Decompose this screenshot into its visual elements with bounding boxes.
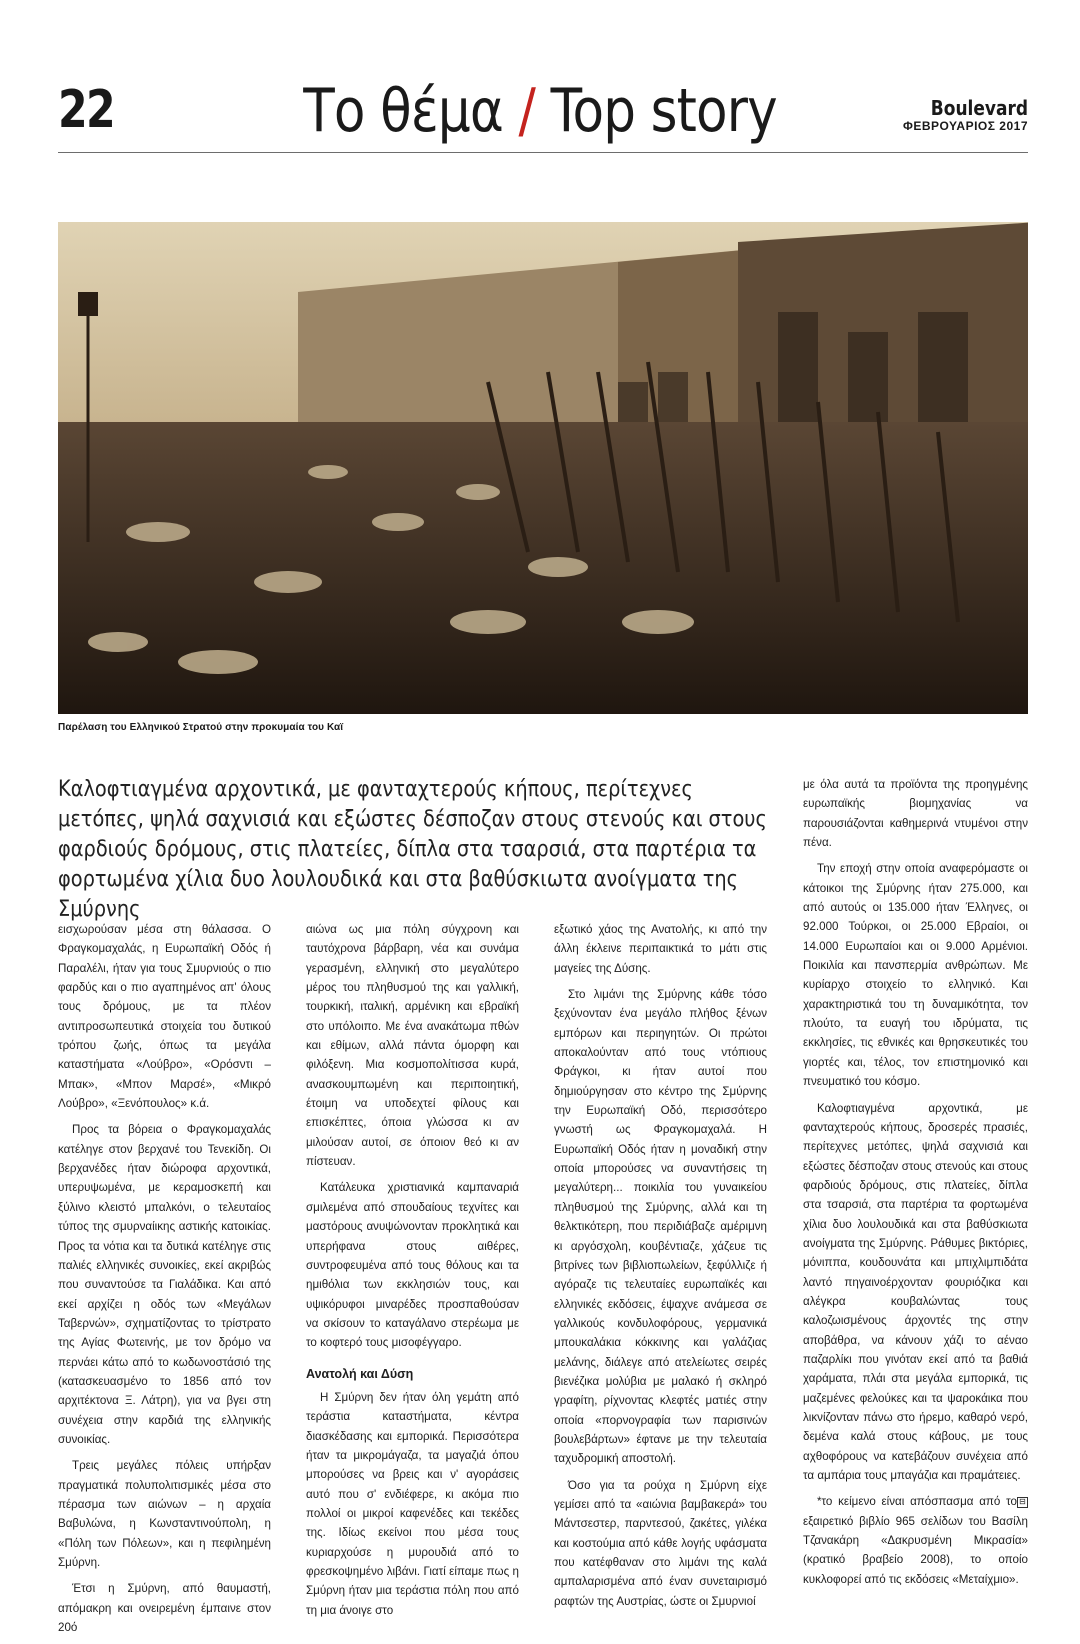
col3-paragraph: εξωτικό χάος της Ανατολής, κι από την άλλη έκλεινε περιπαικτικά το μάτι στις μαγείες της Δύσης. <box>554 923 767 975</box>
article-column-3 <box>554 920 767 1618</box>
section-title-greek: Το θέμα <box>303 76 503 146</box>
photo-caption: Παρέλαση του Ελληνικού Στρατού στην προκυμαία του Καϊ <box>58 722 344 733</box>
subheading: Ανατολή και Δύση <box>306 1366 414 1381</box>
page-number: 22 <box>58 80 115 140</box>
brand-name: Boulevard <box>930 96 1028 120</box>
col1-paragraph: Τρεις μεγάλες πόλεις υπήρξαν πραγματικά πολυπολιτισμικές μέσα στο πέρασμα των αιώνων – η αρχαία Βαβυλώνα, η Κωνσταντινούπολη, η «Πόλη των Πόλεων», και η πεφιλημένη Σμύρνη. <box>58 1459 271 1569</box>
masthead <box>903 98 1028 132</box>
header-rule <box>58 152 1028 153</box>
author-note: *το κείμενο είναι απόσπασμα από το εξαιρετικό βιβλίο 965 σελίδων του Βασίλη Τζανακάρη «Δακρυσμένη Μικρασία» (κρατικό βραβείο 2008), το οποίο κυκλοφορεί από τις εκδόσεις «Μεταίχμιο». <box>803 1495 1028 1586</box>
col2-paragraph: Η Σμύρνη δεν ήταν όλη γεμάτη από τεράστια καταστήματα, κέντρα διασκέδασης και εμπορικά. Περισσότερα ήταν τα μικρομάγαζα, τα μαγαζιά όπου μπορούσες να βρεις και ν' αγοράσεις αυτό που σ' ενδιέφερε, κι ακόμα πιο πολλοί οι μικροί καφενέδες και τεκέδες της. Ιδίως εκείνοι που μέσα τους κυριαρχούσε η μυρουδιά από το φρεσκοψημένο λιβάνι. Γιατί είπαμε πως η Σμύρνη ήταν μια τεράστια πόλη που από τη μια άνοιγε στο <box>306 1390 519 1617</box>
col1-paragraph: Έτσι η Σμύρνη, από θαυμαστή, απόμακρη και ονειρεμένη έμπαινε στον 20ό <box>58 1582 271 1635</box>
parade-photo-illustration <box>58 222 1028 714</box>
col1-paragraph: Προς τα βόρεια ο Φραγκομαχαλάς κατέληγε στον βερχανέ του Τενεκίδη. Οι βερχανέδες ήταν διώροφα αρχοντικά, υπερυψωμένα, με κεραμοσκεπή και ξύλινο κλειστό μπαλκόνι, ο τελευταίος τύπος της σμυρναίικης αστικής κατοικίας. Προς τα νότια και τα δυτικά κατέληγε στις παλιές ελληνικές συνοικίες, εκεί ακριβώς που συναντούσε τα Γιαλάδικα. Και από εκεί αρχίζει η οδός των «Μεγάλων Ταβερνών», σχηματίζοντας το τρίστρατο της Αγίας Φωτεινής, με τον δρόμο να περνάει κάτω από το κωδωνοστάσιό της (κατασκευασμένο το 1856 από τον αρχιτέκτονα Ξ. Λάτρη), για να βγει στη συνέχεια στην καρδιά της ελληνικής συνοικίας. <box>58 1123 271 1446</box>
col2-paragraph: αιώνα ως μια πόλη σύγχρονη και ταυτόχρονα βάρβαρη, νέα και συνάμα γερασμένη, ελληνική στο μεγαλύτερο μέρος του πληθυσμού της και γαλλική, τουρκική, ιταλική, αρμένικη και εβραϊκή στο υπόλοιπο. Με ένα ανακάτωμα πθών και εθίμων, αλλά πάντα όμορφη και φιλόξενη. Μια κοσμοπολίτισσα κυρά, ανασκουμπωμένη και περιποιητική, έτοιμη να υποδεχτεί φίλους και επισκέπτες, όποια γλώσσα κι αν μιλούσαν αυτοί, σε όποιον θεό κι αν πίστευαν. <box>306 923 519 1169</box>
col3-paragraph: Όσο για τα ρούχα η Σμύρνη είχε γεμίσει από τα «αιώνια βαμβακερά» του Μάντσεστερ, παρντεσού, ζακέτες, γιλέκα και κοστούμια από κάθε λογής υφάσματα που κατέφθαναν στο λιμάνι της καλά αμπαλαρισμένα από έναν συνεταιρισμό ραφτών της Αυστρίας, ώστε οι Σμυρνιοί <box>554 1478 767 1608</box>
end-of-article-icon: ⊟ <box>1017 1497 1028 1508</box>
col3-paragraph: Στο λιμάνι της Σμύρνης κάθε τόσο ξεχύνονταν ένα μεγάλο πλήθος ξένων εμπόρων και περιηγητών. Οι πρώτοι αποκαλούνταν από τους ντόπιους Φράγκοι, κι ήταν αυτοί που δημιούργησαν στο κέντρο της Σμύρνης την Ευρωπαϊκή Οδό, περισσότερο γνωστή ως Φραγκομαχαλά. Η Ευρωπαϊκή Οδός ήταν η μοναδική στην οποία μπορούσες να συναντήσεις τη μεγαλύτερη... ποικιλία του γυναικείου πληθυσμού της Σμύρνης, αλλά και τη θελκτικότερη, που περιδιάβαζε αμέριμνη κι αργόσχολη, κουβέντιαζε, χάζευε τις βιτρίνες των βιβλιοπωλείων, ξεφύλλιζε ή αγόραζε τις τελευταίες ευρωπαϊκές και ελληνικές εκδόσεις, έψαχνε ανάμεσα σε γαλλικούς κονδυλοφόρους, γερμανικά μπουκαλάκια κόκκινης και γαλάζιας μελάνης, διάλεγε από ατελείωτες σειρές βιενέζικα μολύβια με μαλακό ή σκληρό γραφίτη, ρίχνοντας κλεφτές ματιές στην οποία «πορνογραφία των παρισινών βουλεβάρτων» έφτανε με την τελευταία ταχυδρομική αποστολή. <box>554 988 767 1466</box>
section-title <box>76 76 1005 146</box>
col4-paragraph: Την εποχή στην οποία αναφερόμαστε οι κάτοικοι της Σμύρνης ήταν 275.000, και από αυτούς οι 135.000 ήταν Έλληνες, οι 92.000 Τούρκοι, οι 25.000 Εβραίοι, οι 14.000 Ευρωπαίοι και οι 9.000 Αρμένιοι. Ποικιλία και πανσπερμία ανθρώπων. Με κυρίαρχο στοιχείο το ελληνικό. Και χαρακτηριστικά του τη δυναμικότητα, τον πλούτο, τα ευαγή του ιδρύματα, τις εκκλησίες, τις εθνικές και θρησκευτικές του γιορτές και, τέλος, τον επιστημονικό και πνευματικό του κόσμο. <box>803 862 1028 1089</box>
article-column-1 <box>58 920 271 1644</box>
lead-paragraph: Καλοφτιαγμένα αρχοντικά, με φανταχτερούς κήπους, περίτεχνες μετόπες, ψηλά σαχνισιά και εξώστες δέσποζαν στους στενούς και στους φαρδιούς δρόμους, στις πλατείες, δίπλα στα τσαρσιά, στα παρτέρια τα φορτωμένα χίλια δυο λουλουδικά και στα βαθύσκιωτα ανοίγματα της Σμύρνης <box>58 777 767 922</box>
col4-paragraph: Καλοφτιαγμένα αρχοντικά, με φανταχτερούς κήπους, δροσερές πρασιές, περίτεχνες μετόπες, ψηλά σαχνισιά και εξώστες δέσποζαν στους στενούς και στους φαρδιούς δρόμους, στις πλατείες, δίπλα στα τσαρσιά, στα παρτέρια τα φορτωμένα χίλια δυο λουλουδικά και στα βαθύσκιωτα ανοίγματα της Σμύρνης. Ράθυμες βικτόριες, μόνιππα, κουδουνάτα και μπιχλιμπιδάτα λαντό πηγαινοέρχονταν φουριόζικα και αλέγκρα κουβαλώντας τους καλοζωισμένους άρχοντές της στην αποβάθρα, να κάνουν χάζι το αέναο παζαρλίκι που γινόταν εκεί από τα βαθιά χαράματα, πλάι στα μεγάλα εμπορικά, τις μαζεμένες φελούκες και τα ψαροκάικα που λικνίζονταν πάνω στο ήρεμο, καθαρό νερό, δεμένα καλά στους κάβους, με τους αχθοφόρους να κατεβάζουν συνέχεια από τα αμπάρια τους μπαγάζια και πραμάτειες. <box>803 1101 1028 1483</box>
col4-paragraph: με όλα αυτά τα προϊόντα της προηγμένης ευρωπαϊκής βιομηχανίας να παρουσιάζονται καθημερινά ντυμένοι στην πένα. <box>803 778 1028 850</box>
article-column-2 <box>306 920 519 1627</box>
col1-paragraph: εισχωρούσαν μέσα στη θάλασσα. Ο Φραγκομαχαλάς, η Ευρωπαϊκή Οδός ή Παραλέλι, ήταν για τους Σμυρνιούς ο πιο φαρδύς και ο πιο αγαπημένος απ' όλους τους δρόμους, με τα πλέον αντιπροσωπευτικά στοιχεία του δυτικού τρόπου ζωής, όπως τα μεγάλα καταστήματα «Λούβρο», «Ορόσντι – Μπακ», «Μπον Μαρσέ», «Μικρό Λούβρο», «Ξενόπουλος» κ.ά. <box>58 923 271 1111</box>
col2-paragraph: Κατάλευκα χριστιανικά καμπαναριά σμιλεμένα από σπουδαίους τεχνίτες και μαστόρους ανυψώνονταν προκλητικά και υπερήφανα στους αιθέρες, συντροφευμένα από τους θόλους και τα ημιθόλια των εκκλησιών τους, και υψικόρυφοι μιναρέδες προσπαθούσαν να σκίσουν το καταγάλανο στερέωμα με το κοφτερό τους μισοφέγγαρο. <box>306 1181 519 1350</box>
main-photo <box>58 222 1028 714</box>
article-column-4 <box>803 775 1028 1596</box>
section-title-english: Top story <box>550 76 777 146</box>
issue-date: ΦΕΒΡΟΥΑΡΙΟΣ 2017 <box>902 119 1028 133</box>
title-slash: / <box>518 76 536 146</box>
